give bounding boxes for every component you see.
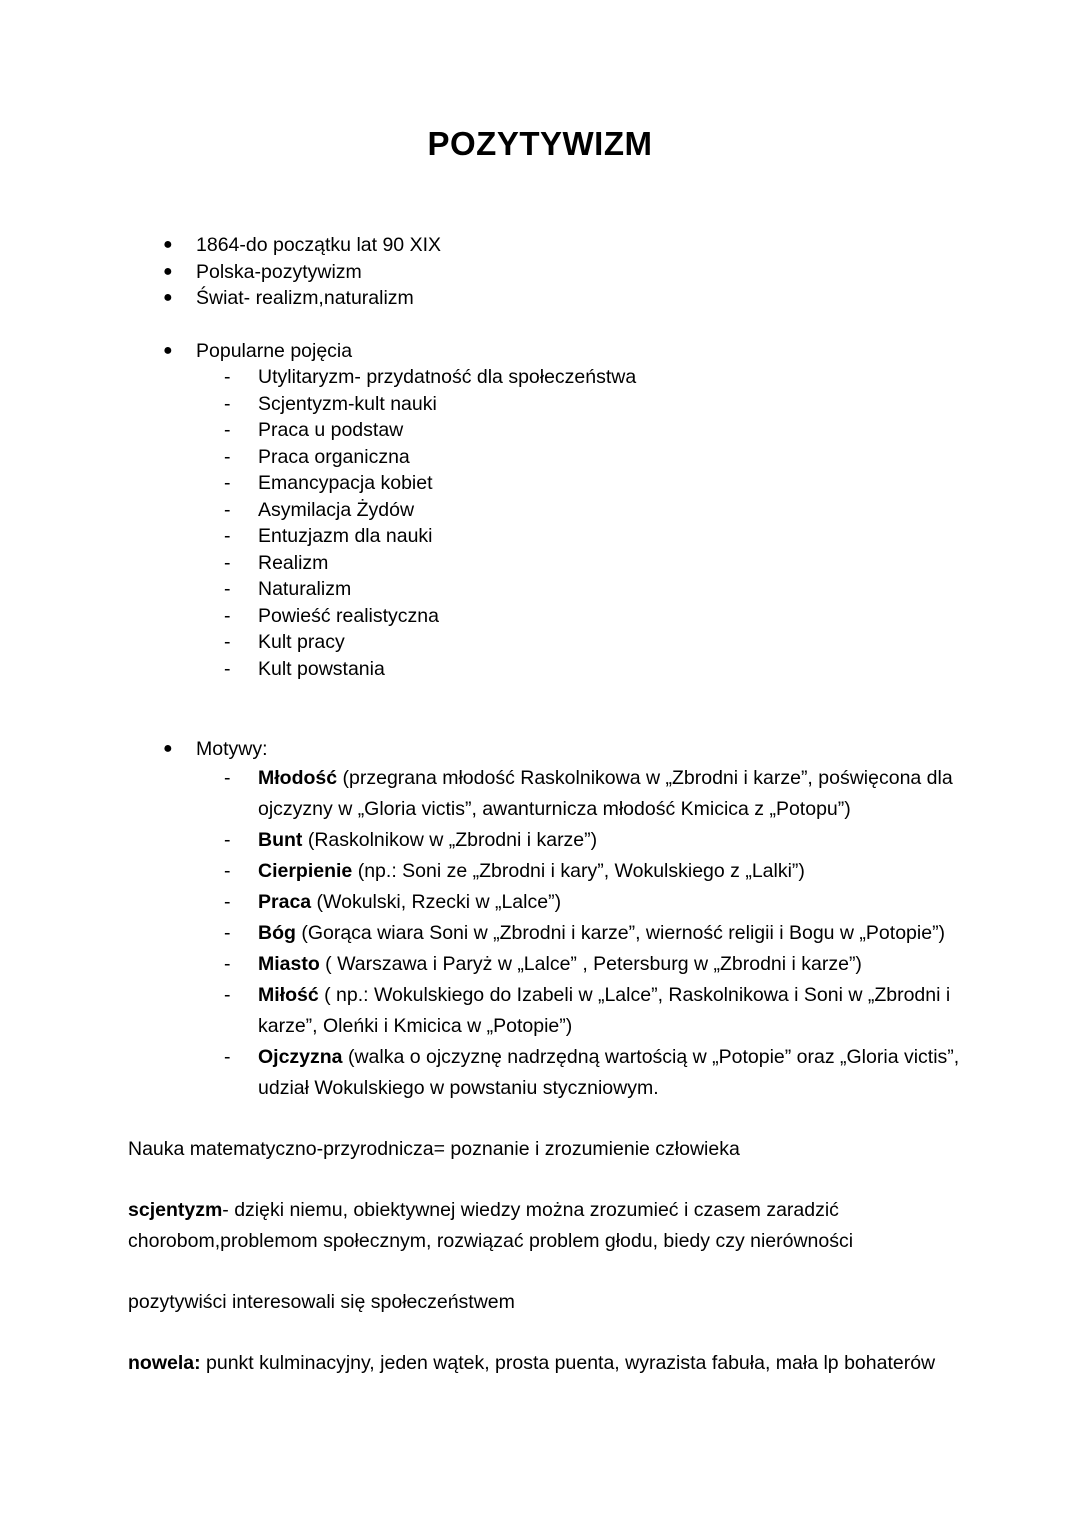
motif-description: (Wokulski, Rzecki w „Lalce”)	[311, 890, 562, 913]
motif-description: ( np.: Wokulskiego do Izabeli w „Lalce”, Raskolnikowa i Soni w „Zbrodni i karze”, Oleńki i Kmicica w „Potopie”)	[258, 983, 951, 1037]
popular-concepts-heading	[0, 338, 1080, 365]
scientism-term: scjentyzm	[128, 1198, 223, 1221]
list-item	[0, 887, 1080, 918]
list-item-label: Kult powstania	[258, 657, 385, 680]
list-item	[0, 763, 1080, 825]
motif-term: Cierpienie	[258, 859, 353, 882]
motif-description: (Gorąca wiara Soni w „Zbrodni i karze”, wierność religii i Bogu w „Potopie”)	[295, 921, 946, 944]
dash-icon: -	[224, 525, 231, 548]
spacer	[0, 1165, 1080, 1195]
motif-term: Bunt	[258, 828, 303, 851]
list-item-label: Entuzjazm dla nauki	[258, 525, 433, 548]
motif-term: Bóg	[258, 921, 296, 944]
list-item	[0, 918, 1080, 949]
dash-icon: -	[224, 604, 231, 627]
list-item	[0, 629, 1080, 656]
bullet-icon: ●	[163, 289, 173, 307]
dash-icon: -	[224, 366, 231, 389]
spacer	[0, 1318, 1080, 1348]
list-item	[0, 364, 1080, 391]
motif-description: ( Warszawa i Paryż w „Lalce” , Petersburg w „Zbrodni i karze”)	[319, 952, 862, 975]
page-title: POZYTYWIZM	[427, 125, 653, 162]
motif-description: (np.: Soni ze „Zbrodni i kary”, Wokulskiego z „Lalki”)	[352, 859, 805, 882]
dash-icon: -	[224, 657, 231, 680]
intro-bullet-list	[0, 232, 1080, 312]
list-item	[0, 417, 1080, 444]
spacer	[0, 1257, 1080, 1287]
dash-icon: -	[224, 551, 231, 574]
list-item-label: Naturalizm	[258, 578, 352, 601]
dash-icon: -	[224, 1045, 231, 1068]
scientism-text: - dzięki niemu, obiektywnej wiedzy można zrozumieć i czasem zaradzić chorobom,problemom społecznym, rozwiązać problem głodu, biedy czy nierówności	[128, 1198, 854, 1252]
popular-concepts-list	[0, 338, 1080, 365]
list-item-label: Scjentyzm-kult nauki	[258, 392, 437, 415]
dash-icon: -	[224, 472, 231, 495]
paragraph-novella	[0, 1348, 1080, 1379]
dash-icon: -	[224, 983, 231, 1006]
spacer	[0, 1104, 1080, 1134]
dash-icon: -	[224, 578, 231, 601]
list-item	[0, 656, 1080, 683]
motif-description: (przegrana młodość Raskolnikowa w „Zbrodni i karze”, poświęcona dla ojczyzny w „Gloria victis”, awanturnicza młodość Kmicica z „Potopu”)	[258, 766, 953, 820]
list-item-label: Popularne pojęcia	[196, 339, 353, 362]
spacer	[0, 312, 1080, 338]
paragraph-scientism	[0, 1195, 1080, 1257]
list-item-label: Motywy:	[196, 738, 268, 761]
motif-term: Praca	[258, 890, 312, 913]
list-item-label: Świat- realizm,naturalizm	[196, 287, 414, 310]
list-item	[0, 980, 1080, 1042]
list-item	[0, 285, 1080, 312]
list-item	[0, 232, 1080, 259]
list-item	[0, 497, 1080, 524]
motif-term: Miłość	[258, 983, 319, 1006]
list-item-label: Praca organiczna	[258, 445, 410, 468]
bullet-icon: ●	[163, 341, 173, 359]
list-item-label: Realizm	[258, 551, 329, 574]
spacer	[0, 682, 1080, 736]
motifs-list	[0, 736, 1080, 763]
dash-icon: -	[224, 445, 231, 468]
list-item	[0, 825, 1080, 856]
motif-description: (Raskolnikow w „Zbrodni i karze”)	[302, 828, 598, 851]
document-body	[0, 162, 1080, 1379]
novella-term: nowela:	[128, 1351, 201, 1374]
list-item	[0, 856, 1080, 887]
list-item-label: Praca u podstaw	[258, 419, 404, 442]
dash-icon: -	[224, 828, 231, 851]
list-item-label: Polska-pozytywizm	[196, 260, 362, 283]
bullet-icon: ●	[163, 740, 173, 758]
bullet-icon: ●	[163, 236, 173, 254]
list-item	[0, 576, 1080, 603]
dash-icon: -	[224, 766, 231, 789]
list-item-label: 1864-do początku lat 90 XIX	[196, 234, 441, 257]
motifs-heading	[0, 736, 1080, 763]
dash-icon: -	[224, 631, 231, 654]
popular-concepts-sublist	[0, 364, 1080, 682]
dash-icon: -	[224, 890, 231, 913]
dash-icon: -	[224, 921, 231, 944]
dash-icon: -	[224, 498, 231, 521]
bullet-icon: ●	[163, 262, 173, 280]
list-item-label: Utylitaryzm- przydatność dla społeczeństwa	[258, 366, 637, 389]
motifs-sublist	[0, 763, 1080, 1104]
dash-icon: -	[224, 419, 231, 442]
list-item	[0, 550, 1080, 577]
paragraph-science: Nauka matematyczno-przyrodnicza= poznanie i zrozumienie człowieka	[128, 1137, 740, 1160]
dash-icon: -	[224, 952, 231, 975]
motif-term: Młodość	[258, 766, 338, 789]
list-item-label: Kult pracy	[258, 631, 345, 654]
list-item	[0, 391, 1080, 418]
list-item	[0, 949, 1080, 980]
list-item	[0, 470, 1080, 497]
list-item	[0, 259, 1080, 286]
novella-text: punkt kulminacyjny, jeden wątek, prosta puenta, wyrazista fabuła, mała lp bohaterów	[200, 1351, 936, 1374]
dash-icon: -	[224, 392, 231, 415]
motif-term: Ojczyzna	[258, 1045, 343, 1068]
motif-term: Miasto	[258, 952, 320, 975]
motif-description: (walka o ojczyznę nadrzędną wartością w „Potopie” oraz „Gloria victis”, udział Wokulskiego w powstaniu styczniowym.	[258, 1045, 960, 1099]
list-item	[0, 1042, 1080, 1104]
list-item-label: Powieść realistyczna	[258, 604, 439, 627]
list-item	[0, 603, 1080, 630]
list-item-label: Emancypacja kobiet	[258, 472, 433, 495]
dash-icon: -	[224, 859, 231, 882]
paragraph-positivists: pozytywiści interesowali się społeczeństwem	[128, 1290, 515, 1313]
list-item	[0, 444, 1080, 471]
list-item-label: Asymilacja Żydów	[258, 498, 415, 521]
list-item	[0, 523, 1080, 550]
